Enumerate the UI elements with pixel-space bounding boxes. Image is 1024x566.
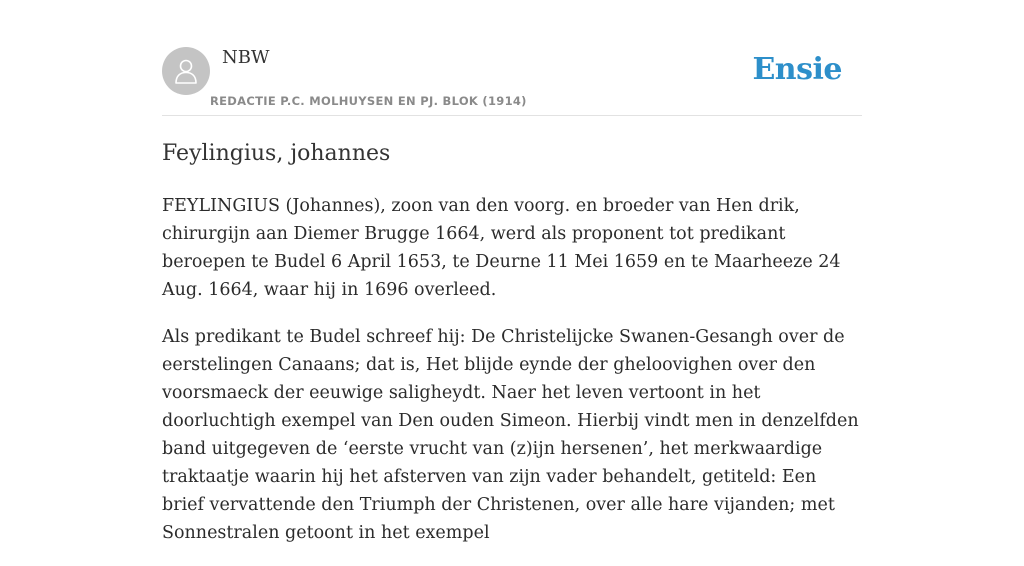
article-paragraph: FEYLINGIUS (Johannes), zoon van den voorg. en broeder van Hen drik, chirurgijn aan Diemer Brugge 1664, werd als proponent tot predikant beroepen te Budel 6 April 1653, te Deurne 11 Mei 1659 en te Maarheeze 24 Aug. 1664, waar hij in 1696 overleed. [162, 196, 841, 300]
avatar[interactable] [162, 47, 210, 95]
article-paragraph: Als predikant te Budel schreef hij: De Christelijcke Swanen-Gesangh over de eerstelingen Canaans; dat is, Het blijde eynde der gheloovighen over den voorsmaeck der eeuwige saligheydt. Naer het leven vertoont in het doorluchtigh exempel van Den ouden Simeon. Hierbij vindt men in denzelfden band uitgegeven de ‘eerste vrucht van (z)ijn hersenen’, het merkwaardige traktaatje waarin hij het afsterven van zijn vader behandelt, getiteld: Een brief vervattende den Triumph der Christenen, over alle hare vijanden; met Sonnestralen getoont in het exempel [162, 327, 859, 543]
source-subtitle: REDACTIE P.C. MOLHUYSEN EN PJ. BLOK (1914) [210, 94, 527, 108]
page-title: Feylingius, johannes [162, 141, 391, 166]
source-name[interactable]: NBW [222, 47, 270, 68]
header-divider [162, 115, 862, 116]
brand-logo[interactable]: Ensie [752, 52, 842, 87]
article-header [162, 46, 862, 116]
article-body [162, 192, 862, 566]
user-icon [173, 57, 199, 85]
